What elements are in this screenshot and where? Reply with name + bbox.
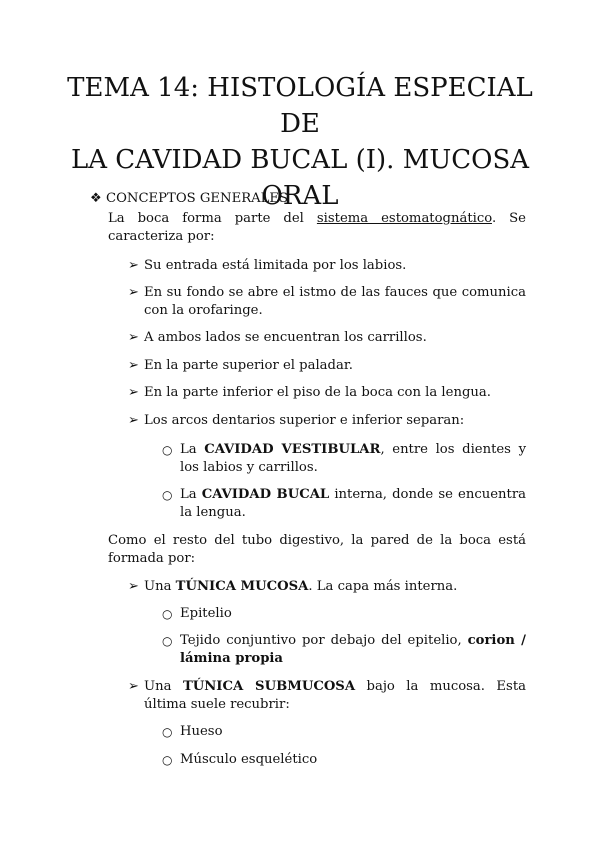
list-item: ➢ Una TÚNICA SUBMUCOSA bajo la mucosa. Esta última suele recubrir: — [128, 679, 526, 712]
circle-bullet-icon: ○ — [162, 607, 173, 621]
diamond-bullet-icon: ❖ — [90, 191, 102, 206]
list-item: ➢ Su entrada está limitada por los labios. — [128, 258, 407, 273]
wall-paragraph: Como el resto del tubo digestivo, la pared de la boca está formada por: — [108, 533, 526, 566]
circle-bullet-icon: ○ — [162, 443, 173, 457]
title-line: TEMA 14: HISTOLOGÍA ESPECIAL DE — [67, 73, 533, 139]
title-line: LA CAVIDAD BUCAL (I). MUCOSA — [70, 145, 530, 175]
list-item: ○ La CAVIDAD VESTIBULAR, entre los dientes y los labios y carrillos. — [162, 442, 527, 475]
term-link: sistema estomatognático — [316, 211, 492, 226]
arrow-bullet-icon: ➢ — [128, 579, 140, 594]
list-item: ➢ En la parte inferior el piso de la boca con la lengua. — [128, 385, 491, 400]
list-item: ➢ En la parte superior el paladar. — [128, 358, 353, 373]
list-item: ➢ En su fondo se abre el istmo de las fauces que comunica con la orofaringe. — [128, 285, 526, 318]
circle-bullet-icon: ○ — [162, 753, 173, 767]
arrow-bullet-icon: ➢ — [128, 358, 140, 373]
arrow-bullet-icon: ➢ — [128, 679, 140, 694]
list-item: ➢ Una TÚNICA MUCOSA. La capa más interna. — [128, 579, 458, 594]
intro-paragraph: La boca forma parte del sistema estomatognático. Se caracteriza por: — [108, 211, 526, 244]
list-item: ○ Tejido conjuntivo por debajo del epitelio, corion / lámina propia — [162, 633, 526, 666]
list-item: ➢ Los arcos dentarios superior e inferior separan: — [128, 413, 465, 428]
arrow-bullet-icon: ➢ — [128, 413, 140, 428]
circle-bullet-icon: ○ — [162, 725, 173, 739]
arrow-bullet-icon: ➢ — [128, 285, 140, 300]
title-line: ORAL — [261, 181, 339, 211]
arrow-bullet-icon: ➢ — [128, 258, 140, 273]
section-heading — [90, 190, 288, 208]
circle-bullet-icon: ○ — [162, 634, 173, 648]
list-item: ➢ A ambos lados se encuentran los carrillos. — [128, 330, 427, 345]
arrow-bullet-icon: ➢ — [128, 385, 140, 400]
list-item: ○ Músculo esquelético — [162, 752, 318, 767]
arrow-bullet-icon: ➢ — [128, 330, 140, 345]
list-item: ○ Hueso — [162, 724, 223, 739]
section-heading-text: CONCEPTOS GENERALES — [106, 191, 289, 206]
circle-bullet-icon: ○ — [162, 488, 173, 502]
list-item: ○ La CAVIDAD BUCAL interna, donde se encuentra la lengua. — [162, 487, 526, 520]
list-item: ○ Epitelio — [162, 606, 232, 621]
